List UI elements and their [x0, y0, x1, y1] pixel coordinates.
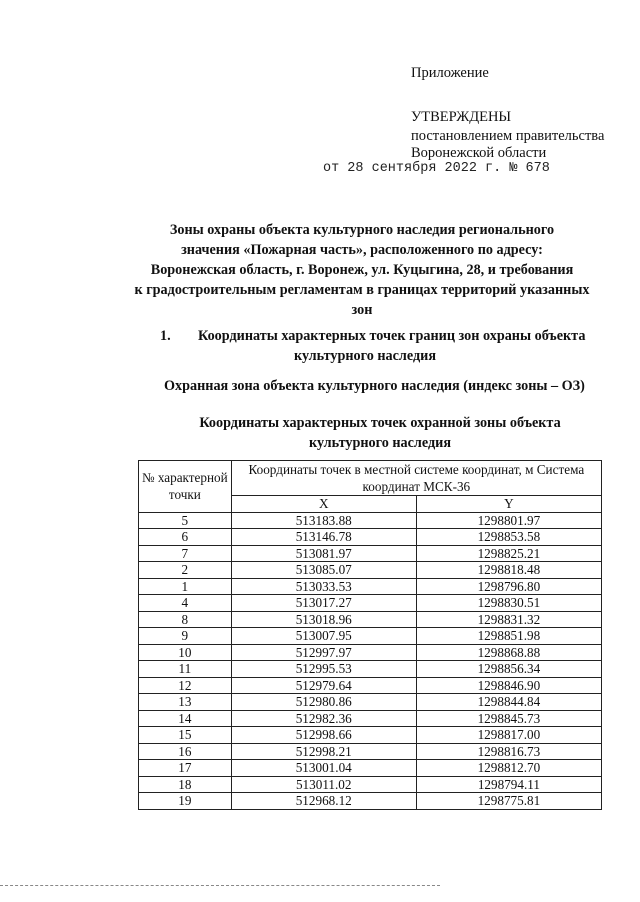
table-caption	[150, 413, 610, 453]
x-cell: 512995.53	[231, 661, 416, 678]
point-cell: 15	[139, 727, 232, 744]
table-row	[139, 661, 602, 678]
x-cell: 513081.97	[231, 545, 416, 562]
table-row	[139, 743, 602, 760]
x-cell: 513146.78	[231, 529, 416, 546]
x-cell: 512982.36	[231, 710, 416, 727]
y-cell: 1298775.81	[416, 793, 601, 810]
y-cell: 1298794.11	[416, 776, 601, 793]
point-cell: 18	[139, 776, 232, 793]
x-cell: 513018.96	[231, 611, 416, 628]
section-heading-line-1: Координаты характерных точек границ зон охраны объекта	[198, 328, 586, 344]
approved-label: УТВЕРЖДЕНЫ	[411, 109, 512, 125]
y-cell: 1298868.88	[416, 644, 601, 661]
y-cell: 1298812.70	[416, 760, 601, 777]
y-cell: 1298796.80	[416, 578, 601, 595]
y-cell: 1298846.90	[416, 677, 601, 694]
y-cell: 1298825.21	[416, 545, 601, 562]
point-cell: 2	[139, 562, 232, 579]
point-cell: 11	[139, 661, 232, 678]
title-line-2: значения «Пожарная часть», расположенного по адресу:	[181, 242, 543, 258]
point-number-header: № характерной точки	[139, 461, 232, 513]
table-row	[139, 512, 602, 529]
table-caption-line-1: Координаты характерных точек охранной зоны объекта	[199, 415, 561, 431]
y-cell: 1298845.73	[416, 710, 601, 727]
y-cell: 1298856.34	[416, 661, 601, 678]
page-footer-rule	[0, 885, 440, 886]
table-caption-line-2: культурного наследия	[308, 435, 452, 451]
table-row	[139, 776, 602, 793]
table-row	[139, 529, 602, 546]
y-cell: 1298831.32	[416, 611, 601, 628]
title-line-1: Зоны охраны объекта культурного наследия регионального	[169, 222, 555, 238]
title-line-3: Воронежская область, г. Воронеж, ул. Куцыгина, 28, и требования	[150, 262, 574, 278]
title-line-5: зон	[351, 302, 373, 318]
y-cell: 1298844.84	[416, 694, 601, 711]
table-row	[139, 727, 602, 744]
point-cell: 4	[139, 595, 232, 612]
table-row	[139, 760, 602, 777]
point-cell: 9	[139, 628, 232, 645]
y-cell: 1298851.98	[416, 628, 601, 645]
point-cell: 19	[139, 793, 232, 810]
table-row	[139, 694, 602, 711]
x-cell: 512980.86	[231, 694, 416, 711]
table-row	[139, 710, 602, 727]
coordinates-table	[138, 460, 602, 810]
table-body	[139, 512, 602, 809]
y-cell: 1298801.97	[416, 512, 601, 529]
point-cell: 13	[139, 694, 232, 711]
title-line-4: к градостроительным регламентам в границах территорий указанных	[134, 282, 590, 298]
y-cell: 1298830.51	[416, 595, 601, 612]
point-cell: 12	[139, 677, 232, 694]
section-number: 1.	[160, 328, 171, 344]
y-cell: 1298816.73	[416, 743, 601, 760]
x-cell: 512997.97	[231, 644, 416, 661]
approved-by-line1: постановлением правительства	[411, 128, 605, 144]
point-cell: 17	[139, 760, 232, 777]
approved-by-line2: Воронежской области	[411, 145, 547, 161]
point-cell: 10	[139, 644, 232, 661]
point-cell: 14	[139, 710, 232, 727]
point-cell: 5	[139, 512, 232, 529]
document-title	[112, 220, 612, 320]
point-cell: 6	[139, 529, 232, 546]
coordinates-header: Координаты точек в местной системе координат, м Система координат МСК-36	[231, 461, 601, 496]
x-cell: 512968.12	[231, 793, 416, 810]
x-cell: 512979.64	[231, 677, 416, 694]
y-cell: 1298853.58	[416, 529, 601, 546]
table-row	[139, 578, 602, 595]
x-cell: 513001.04	[231, 760, 416, 777]
x-cell: 513183.88	[231, 512, 416, 529]
x-cell: 513085.07	[231, 562, 416, 579]
resolution-date: от 28 сентября 2022 г. № 678	[323, 161, 550, 176]
y-cell: 1298817.00	[416, 727, 601, 744]
table-row	[139, 545, 602, 562]
x-cell: 512998.21	[231, 743, 416, 760]
x-cell: 513033.53	[231, 578, 416, 595]
appendix-label: Приложение	[411, 65, 489, 81]
x-cell: 513007.95	[231, 628, 416, 645]
table-row	[139, 595, 602, 612]
x-cell: 512998.66	[231, 727, 416, 744]
x-column-header: X	[231, 496, 416, 513]
point-cell: 16	[139, 743, 232, 760]
table-row	[139, 793, 602, 810]
section-heading-line-2: культурного наследия	[293, 348, 437, 364]
y-cell: 1298818.48	[416, 562, 601, 579]
table-row	[139, 611, 602, 628]
table-row	[139, 644, 602, 661]
table-header-row	[139, 461, 602, 496]
table-row	[139, 628, 602, 645]
point-cell: 8	[139, 611, 232, 628]
y-column-header: Y	[416, 496, 601, 513]
x-cell: 513011.02	[231, 776, 416, 793]
table-row	[139, 562, 602, 579]
table-row	[139, 677, 602, 694]
zone-heading: Охранная зона объекта культурного наследия (индекс зоны – ОЗ)	[164, 378, 585, 394]
point-cell: 1	[139, 578, 232, 595]
point-cell: 7	[139, 545, 232, 562]
x-cell: 513017.27	[231, 595, 416, 612]
